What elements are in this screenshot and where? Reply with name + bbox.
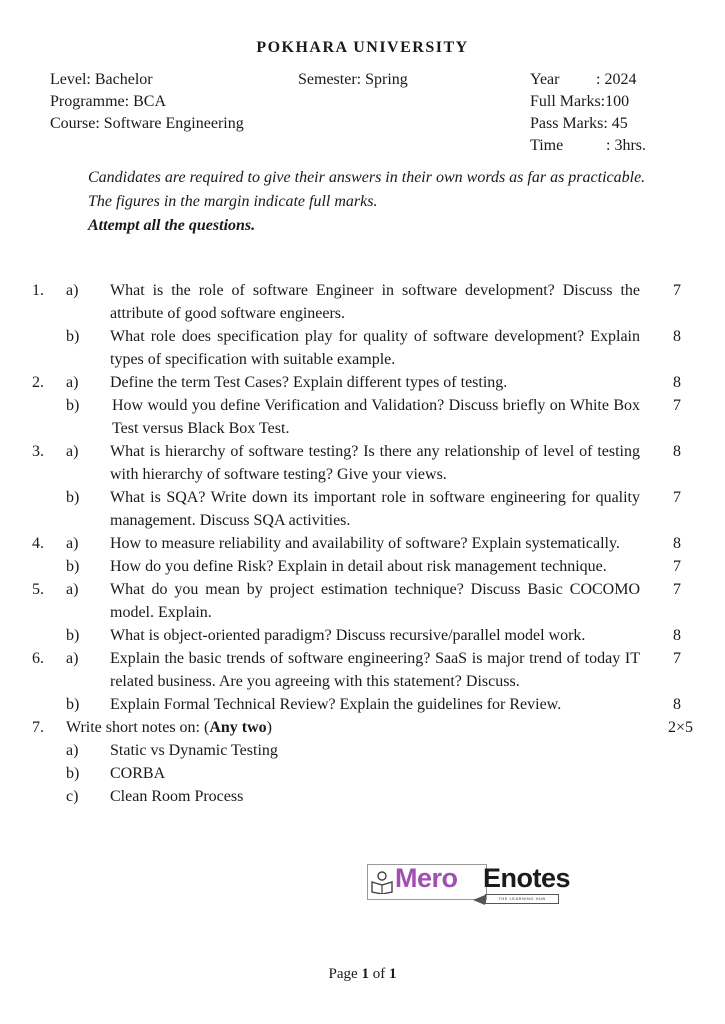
question-1a (0, 279, 725, 325)
lead-end: ) (266, 719, 272, 736)
exam-meta-right (530, 69, 646, 157)
part-label: b) (66, 558, 80, 575)
exam-meta-mid (298, 69, 408, 91)
time-label: Time (530, 137, 564, 154)
question-text: How would you define Verification and Validation? Discuss briefly on White Box Test versus Black Box Test. (112, 397, 640, 437)
marks: 8 (673, 627, 681, 644)
time-value: : 3hrs. (606, 137, 646, 154)
question-2b (0, 394, 725, 440)
lead-bold: Any two (209, 719, 267, 736)
page-total: 1 (388, 966, 397, 982)
question-2 (0, 371, 725, 440)
question-4a (0, 532, 725, 555)
question-text: What is SQA? Write down its important role in software engineering for quality management. Discuss SQA activities. (110, 489, 640, 529)
part-label: b) (66, 765, 80, 782)
question-6b (0, 693, 725, 716)
question-7 (0, 716, 725, 808)
question-text: What role does specification play for quality of software development? Explain types of specification with suitable example. (110, 328, 640, 368)
year-row (530, 69, 646, 91)
part-label: b) (66, 397, 80, 414)
pencil-tip-icon (473, 895, 485, 905)
meroenotes-logo (367, 860, 571, 906)
short-note-item (0, 785, 725, 808)
time-row (530, 135, 646, 157)
question-5a (0, 578, 725, 624)
short-note-text: CORBA (110, 765, 166, 782)
question-7-heading (0, 716, 725, 739)
question-text: Define the term Test Cases? Explain different types of testing. (110, 374, 508, 391)
instruction-attempt-all: Attempt all the questions. (88, 217, 256, 234)
semester: Semester: Spring (298, 71, 408, 88)
logo-mero-text: Mero (395, 863, 458, 893)
question-text: Explain the basic trends of software engineering? SaaS is major trend of today IT related business. Are you agreeing with this statement? Discuss. (110, 650, 640, 690)
part-label: a) (66, 581, 79, 598)
short-note-text: Clean Room Process (110, 788, 244, 805)
question-list (0, 279, 725, 808)
full-marks: Full Marks:100 (530, 93, 630, 110)
question-6 (0, 647, 725, 716)
part-label: a) (66, 535, 79, 552)
part-label: a) (66, 282, 79, 299)
part-label: b) (66, 328, 80, 345)
marks: 7 (673, 282, 681, 299)
question-text: How do you define Risk? Explain in detail about risk management technique. (110, 558, 607, 575)
marks: 7 (673, 581, 681, 598)
question-number: 6. (32, 650, 44, 667)
marks: 8 (673, 374, 681, 391)
page-number: 1 (361, 966, 369, 982)
university-title: POKHARA UNIVERSITY (256, 39, 469, 56)
part-label: c) (66, 788, 79, 805)
marks: 8 (673, 328, 681, 345)
question-text: What is hierarchy of software testing? Is there any relationship of level of testing with hierarchy of software testing? Give your views. (110, 443, 640, 483)
question-4b (0, 555, 725, 578)
question-number: 5. (32, 581, 44, 598)
question-text: Explain Formal Technical Review? Explain the guidelines for Review. (110, 696, 562, 713)
question-1 (0, 279, 725, 371)
instructions (88, 167, 648, 237)
question-number: 4. (32, 535, 44, 552)
question-1b (0, 325, 725, 371)
programme: Programme: BCA (50, 93, 166, 110)
part-label: b) (66, 696, 80, 713)
marks: 2×5 (667, 719, 693, 736)
question-5b (0, 624, 725, 647)
question-text: What is object-oriented paradigm? Discuss recursive/parallel model work. (110, 627, 586, 644)
marks: 7 (673, 397, 681, 414)
level: Level: Bachelor (50, 71, 153, 88)
question-5 (0, 578, 725, 647)
question-4 (0, 532, 725, 578)
marks: 7 (673, 489, 681, 506)
part-label: a) (66, 374, 79, 391)
instruction-own-words: Candidates are required to give their answers in their own words as far as practicable. (88, 169, 646, 186)
question-number: 2. (32, 374, 44, 391)
question-6a (0, 647, 725, 693)
question-3 (0, 440, 725, 532)
part-label: b) (66, 489, 80, 506)
marks: 8 (673, 535, 681, 552)
short-note-item (0, 739, 725, 762)
short-note-item (0, 762, 725, 785)
lead-text: Write short notes on: ( (66, 719, 210, 736)
marks: 7 (673, 650, 681, 667)
logo-tagline: THE LEARNING HUB (485, 894, 559, 904)
question-number: 3. (32, 443, 44, 460)
short-note-text: Static vs Dynamic Testing (110, 742, 278, 759)
pass-marks: Pass Marks: 45 (530, 115, 628, 132)
course: Course: Software Engineering (50, 115, 244, 132)
question-7-lead (66, 716, 272, 739)
page-prefix: Page (328, 966, 362, 982)
part-label: a) (66, 742, 79, 759)
reading-person-icon (370, 870, 394, 894)
page-of: of (368, 966, 389, 982)
logo-enotes-text: Enotes (483, 863, 571, 893)
part-label: a) (66, 650, 79, 667)
year-label: Year (530, 71, 560, 88)
exam-meta-left (50, 69, 244, 135)
question-text: What do you mean by project estimation technique? Discuss Basic COCOMO model. Explain. (110, 581, 640, 621)
part-label: b) (66, 627, 80, 644)
part-label: a) (66, 443, 79, 460)
marks: 8 (673, 443, 681, 460)
question-2a (0, 371, 725, 394)
page-footer (0, 966, 725, 983)
question-3b (0, 486, 725, 532)
question-text: What is the role of software Engineer in software development? Discuss the attribute of good software engineers. (110, 282, 640, 322)
instruction-margin-marks: The figures in the margin indicate full marks. (88, 193, 378, 210)
question-number: 1. (32, 282, 44, 299)
marks: 8 (673, 696, 681, 713)
question-text: How to measure reliability and availability of software? Explain systematically. (110, 535, 620, 552)
year-value: : 2024 (596, 71, 637, 88)
question-number: 7. (32, 719, 44, 736)
marks: 7 (673, 558, 681, 575)
question-3a (0, 440, 725, 486)
